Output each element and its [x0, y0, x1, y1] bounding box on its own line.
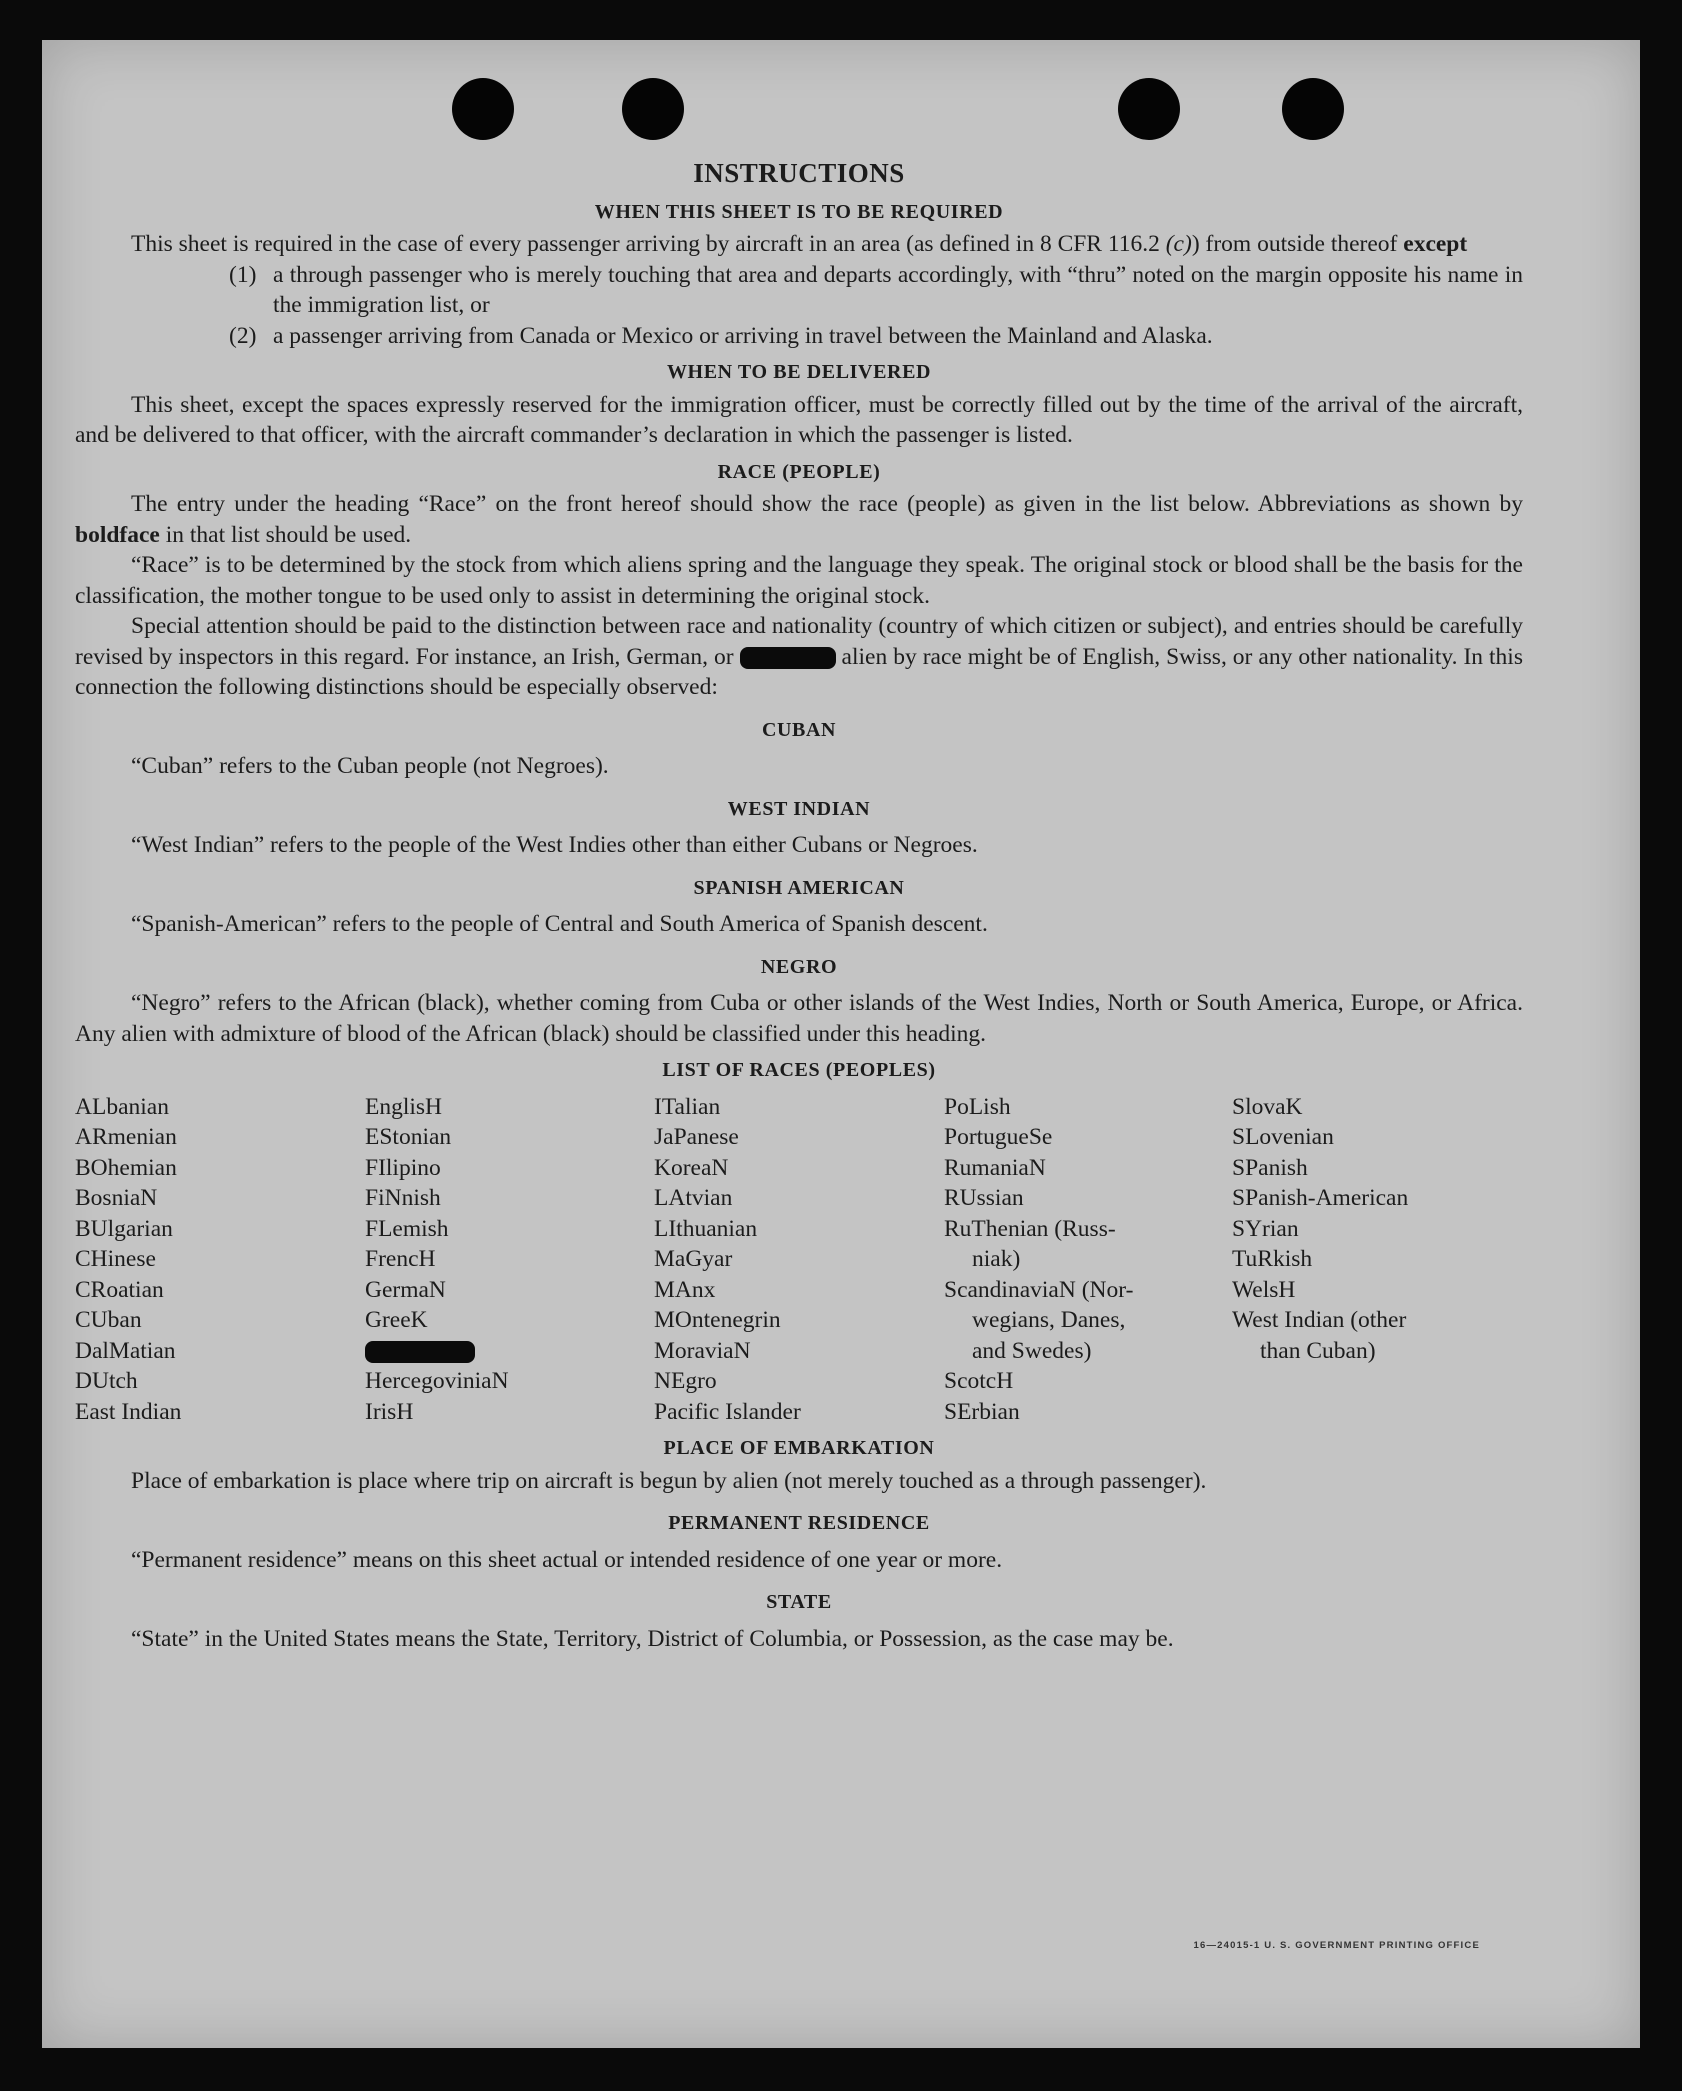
race-entry: EStonian	[365, 1124, 452, 1150]
race-entry: KoreaN	[654, 1154, 729, 1181]
heading-embarkation: PLACE OF EMBARKATION	[663, 1437, 935, 1459]
document-sheet	[42, 40, 1640, 2048]
race-entry: PortugueSe	[944, 1124, 1053, 1150]
race-column-3	[654, 1092, 944, 1428]
race-entry: SPanish-American	[1232, 1185, 1409, 1211]
race-column-4	[944, 1092, 1232, 1428]
race-entry: DalMatian	[75, 1337, 176, 1364]
race-entry: JaPanese	[654, 1124, 739, 1150]
race-entry: BosniaN	[75, 1185, 158, 1211]
race-entry: MaGyar	[654, 1246, 733, 1272]
race-entry: ARmenian	[75, 1124, 177, 1150]
heading-west-indian: WEST INDIAN	[727, 797, 871, 820]
race-entry: TuRkish	[1232, 1246, 1313, 1272]
race-paragraph-3	[75, 611, 1523, 703]
negro-text: “Negro” refers to the African (black), whether coming from Cuba or other islands of the West Indies, North or South America, Europe, or Africa. Any alien with admixture of blood of the African (black) should be classified under this heading.	[75, 990, 1523, 1047]
race-entry: niak)	[972, 1246, 1021, 1272]
cuban-text: “Cuban” refers to the Cuban people (not Negroes).	[131, 753, 609, 779]
race-entry: LAtvian	[654, 1185, 733, 1211]
west-indian-text: “West Indian” refers to the people of the West Indies other than either Cubans or Negroes.	[131, 832, 978, 858]
race-entry: IrisH	[365, 1398, 414, 1425]
race-text-2: alien by race might be of English, Swiss, or any other nationality. In this connection the following distinctions should be especially observed:	[75, 643, 1523, 700]
item-number: (2)	[229, 322, 257, 349]
race-text-2: in that list should be used.	[159, 521, 412, 548]
race-entry: and Swedes)	[972, 1337, 1092, 1364]
item-number: (1)	[229, 261, 257, 288]
race-entry: Pacific Islander	[654, 1398, 801, 1425]
intro-text-2: ) from outside thereof	[1191, 231, 1404, 257]
race-entry: FrencH	[365, 1246, 436, 1272]
race-text: The entry under the heading “Race” on the front hereof should show the race (people) as given in the list below. Abbreviations as shown by	[131, 491, 1523, 517]
punch-hole	[622, 78, 684, 140]
exception-item-1	[75, 260, 1523, 321]
intro-italic: (c)	[1165, 231, 1192, 257]
heading-spanish-american: SPANISH AMERICAN	[693, 876, 905, 899]
required-intro	[75, 229, 1523, 260]
delivered-paragraph: This sheet, except the spaces expressly reserved for the immigration officer, must be correctly filled out by the time of the arrival of the aircraft, and be delivered to that officer, with the aircraft commander’s declaration in which the passenger is listed.	[75, 391, 1523, 448]
punch-hole	[452, 78, 514, 140]
item-text: a through passenger who is merely touching that area and departs accordingly, with “thru” noted on the margin opposite his name in the immigration list, or	[273, 261, 1523, 318]
state-text: “State” in the United States means the State, Territory, District of Columbia, or Possession, as the case may be.	[131, 1625, 1174, 1652]
race-entry: ScotcH	[944, 1368, 1014, 1394]
race-entry: CRoatian	[75, 1276, 164, 1303]
race-entry: CHinese	[75, 1246, 156, 1272]
race-entry: East Indian	[75, 1398, 182, 1425]
punch-hole	[1118, 78, 1180, 140]
race-entry: SYrian	[1232, 1215, 1299, 1242]
spanish-american-text: “Spanish-American” refers to the people of Central and South America of Spanish descent.	[131, 911, 988, 937]
race-entry: BUlgarian	[75, 1215, 173, 1242]
page-title: INSTRUCTIONS	[693, 158, 905, 188]
race-entry: than Cuban)	[1260, 1337, 1376, 1364]
race-paragraph-1	[75, 489, 1523, 550]
intro-text: This sheet is required in the case of every passenger arriving by aircraft in an area (as defined in 8 CFR 116.2	[131, 231, 1166, 257]
embarkation-text: Place of embarkation is place where trip on aircraft is begun by alien (not merely touched as a through passenger).	[131, 1467, 1207, 1494]
race-entry: CUban	[75, 1307, 142, 1333]
race-entry: SLovenian	[1232, 1124, 1334, 1150]
redaction-mark	[365, 1341, 475, 1363]
race-entry: ALbanian	[75, 1093, 169, 1120]
race-entry: SErbian	[944, 1398, 1020, 1425]
race-entry	[365, 1336, 654, 1367]
heading-list-of-races: LIST OF RACES (PEOPLES)	[662, 1059, 936, 1081]
race-entry: WelsH	[1232, 1276, 1296, 1303]
race-entry: FLemish	[365, 1215, 449, 1242]
race-entry: FIlipino	[365, 1154, 441, 1181]
exception-item-2	[75, 321, 1523, 352]
race-boldface: boldface	[75, 521, 160, 548]
race-text: Special attention should be paid to the distinction between race and nationality (country of which citizen or subject), and entries should be carefully revised by inspectors in this regard. For instance, an Irish, German, or	[75, 613, 1523, 670]
heading-state: STATE	[766, 1591, 832, 1613]
intro-except: except	[1403, 231, 1468, 257]
race-entry: GreeK	[365, 1307, 428, 1333]
race-entry: wegians, Danes,	[972, 1307, 1126, 1333]
race-list	[75, 1092, 1523, 1428]
race-entry: HercegoviniaN	[365, 1368, 509, 1394]
race-column-1	[75, 1092, 365, 1428]
residence-text: “Permanent residence” means on this sheet actual or intended residence of one year or more.	[131, 1546, 1003, 1573]
redaction-mark	[740, 647, 836, 669]
race-entry: BOhemian	[75, 1154, 177, 1181]
race-column-2	[365, 1092, 654, 1428]
race-entry: West Indian (other	[1232, 1307, 1407, 1333]
heading-negro: NEGRO	[760, 955, 838, 978]
race-entry: MoraviaN	[654, 1337, 751, 1364]
race-entry: DUtch	[75, 1368, 138, 1394]
race-entry: NEgro	[654, 1368, 717, 1394]
instructions-body	[75, 158, 1523, 1654]
heading-cuban: CUBAN	[761, 718, 837, 741]
race-paragraph-2: “Race” is to be determined by the stock from which aliens spring and the language they speak. The original stock or blood shall be the basis for the classification, the mother tongue to be used only to assist in determining the original stock.	[75, 552, 1523, 609]
punch-hole	[1282, 78, 1344, 140]
race-entry: FiNnish	[365, 1185, 441, 1211]
race-entry: LIthuanian	[654, 1215, 758, 1242]
section-heading-required: WHEN THIS SHEET IS TO BE REQUIRED	[594, 200, 1004, 223]
race-entry: EnglisH	[365, 1093, 443, 1120]
race-entry: SlovaK	[1232, 1093, 1303, 1120]
section-heading-race: RACE (PEOPLE)	[717, 460, 881, 483]
race-column-5	[1232, 1092, 1523, 1428]
race-entry: MOntenegrin	[654, 1307, 781, 1333]
section-heading-delivered: WHEN TO BE DELIVERED	[666, 361, 932, 383]
race-entry: ScandinaviaN (Nor-	[944, 1276, 1134, 1303]
race-entry: GermaN	[365, 1276, 446, 1303]
race-entry: RUssian	[944, 1185, 1024, 1211]
race-entry: MAnx	[654, 1276, 716, 1303]
race-entry: ITalian	[654, 1093, 721, 1120]
printer-imprint: 16—24015-1 U. S. GOVERNMENT PRINTING OFFICE	[1193, 1940, 1480, 1951]
race-entry: RumaniaN	[944, 1154, 1046, 1181]
race-entry: PoLish	[944, 1093, 1011, 1120]
heading-residence: PERMANENT RESIDENCE	[668, 1512, 930, 1534]
race-entry: RuThenian (Russ-	[944, 1215, 1116, 1242]
race-entry: SPanish	[1232, 1154, 1308, 1181]
item-text: a passenger arriving from Canada or Mexico or arriving in travel between the Mainland and Alaska.	[273, 322, 1213, 349]
